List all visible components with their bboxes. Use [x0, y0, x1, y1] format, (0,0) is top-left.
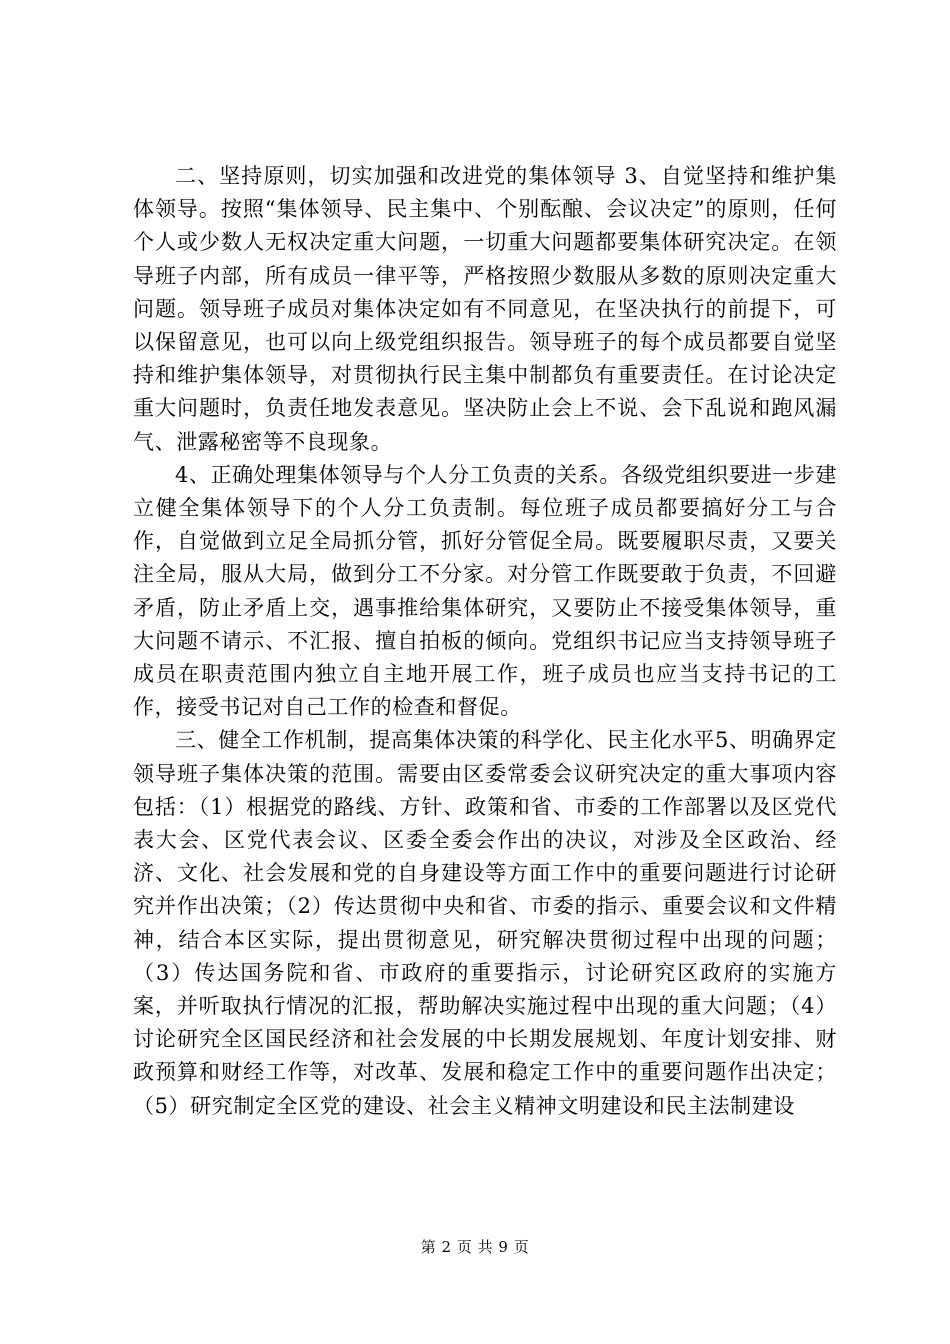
page-number-footer: 第 2 页 共 9 页 — [420, 1238, 530, 1256]
paragraph-division-of-labor: 4、正确处理集体领导与个人分工负责的关系。各级党组织要进一步建立健全集体领导下的个人分工负责制。每位班子成员都要搞好分工与合作，自觉做到立足全局抓分管，抓好分管促全局。既要履职尽责，又要关注全局，服从大局，做到分工不分家。对分管工作既要敢于负责，不回避矛盾，防止矛盾上交，遇事推给集体研究，又要防止不接受集体领导，重大问题不请示、不汇报、擅自拍板的倾向。党组织书记应当支持领导班子成员在职责范围内独立自主地开展工作，班子成员也应当支持书记的工作，接受书记对自己工作的检查和督促。 — [133, 462, 837, 720]
paragraph-collective-leadership: 二、坚持原则，切实加强和改进党的集体领导 3、自觉坚持和维护集体领导。按照“集体领导、民主集中、个别酝酿、会议决定”的原则，任何个人或少数人无权决定重大问题，一切重大问题都要集体研究决定。在领导班子内部，所有成员一律平等，严格按照少数服从多数的原则决定重大问题。领导班子成员对集体决定如有不同意见，在坚决执行的前提下，可以保留意见，也可以向上级党组织报告。领导班子的每个成员都要自觉坚持和维护集体领导，对贯彻执行民主集中制都负有重要责任。在讨论决定重大问题时，负责任地发表意见。坚决防止会上不说、会下乱说和跑风漏气、泄露秘密等不良现象。 — [133, 164, 837, 454]
paragraph-working-mechanism: 三、健全工作机制，提高集体决策的科学化、民主化水平5、明确界定领导班子集体决策的范围。需要由区委常委会议研究决定的重大事项内容包括：（1）根据党的路线、方针、政策和省、市委的工作部署以及区党代表大会、区党代表会议、区委全委会作出的决议，对涉及全区政治、经济、文化、社会发展和党的自身建设等方面工作中的重要问题进行讨论研究并作出决策；（2）传达贯彻中央和省、市委的指示、重要会议和文件精神，结合本区实际，提出贯彻意见，研究解决贯彻过程中出现的问题；（3）传达国务院和省、市政府的重要指示，讨论研究区政府的实施方案，并听取执行情况的汇报，帮助解决实施过程中出现的重大问题；（4）讨论研究全区国民经济和社会发展的中长期发展规划、年度计划安排、财政预算和财经工作等，对改革、发展和稳定工作中的重要问题作出决定；（5）研究制定全区党的建设、社会主义精神文明建设和民主法制建设 — [133, 728, 837, 1118]
document-body — [133, 160, 837, 1123]
